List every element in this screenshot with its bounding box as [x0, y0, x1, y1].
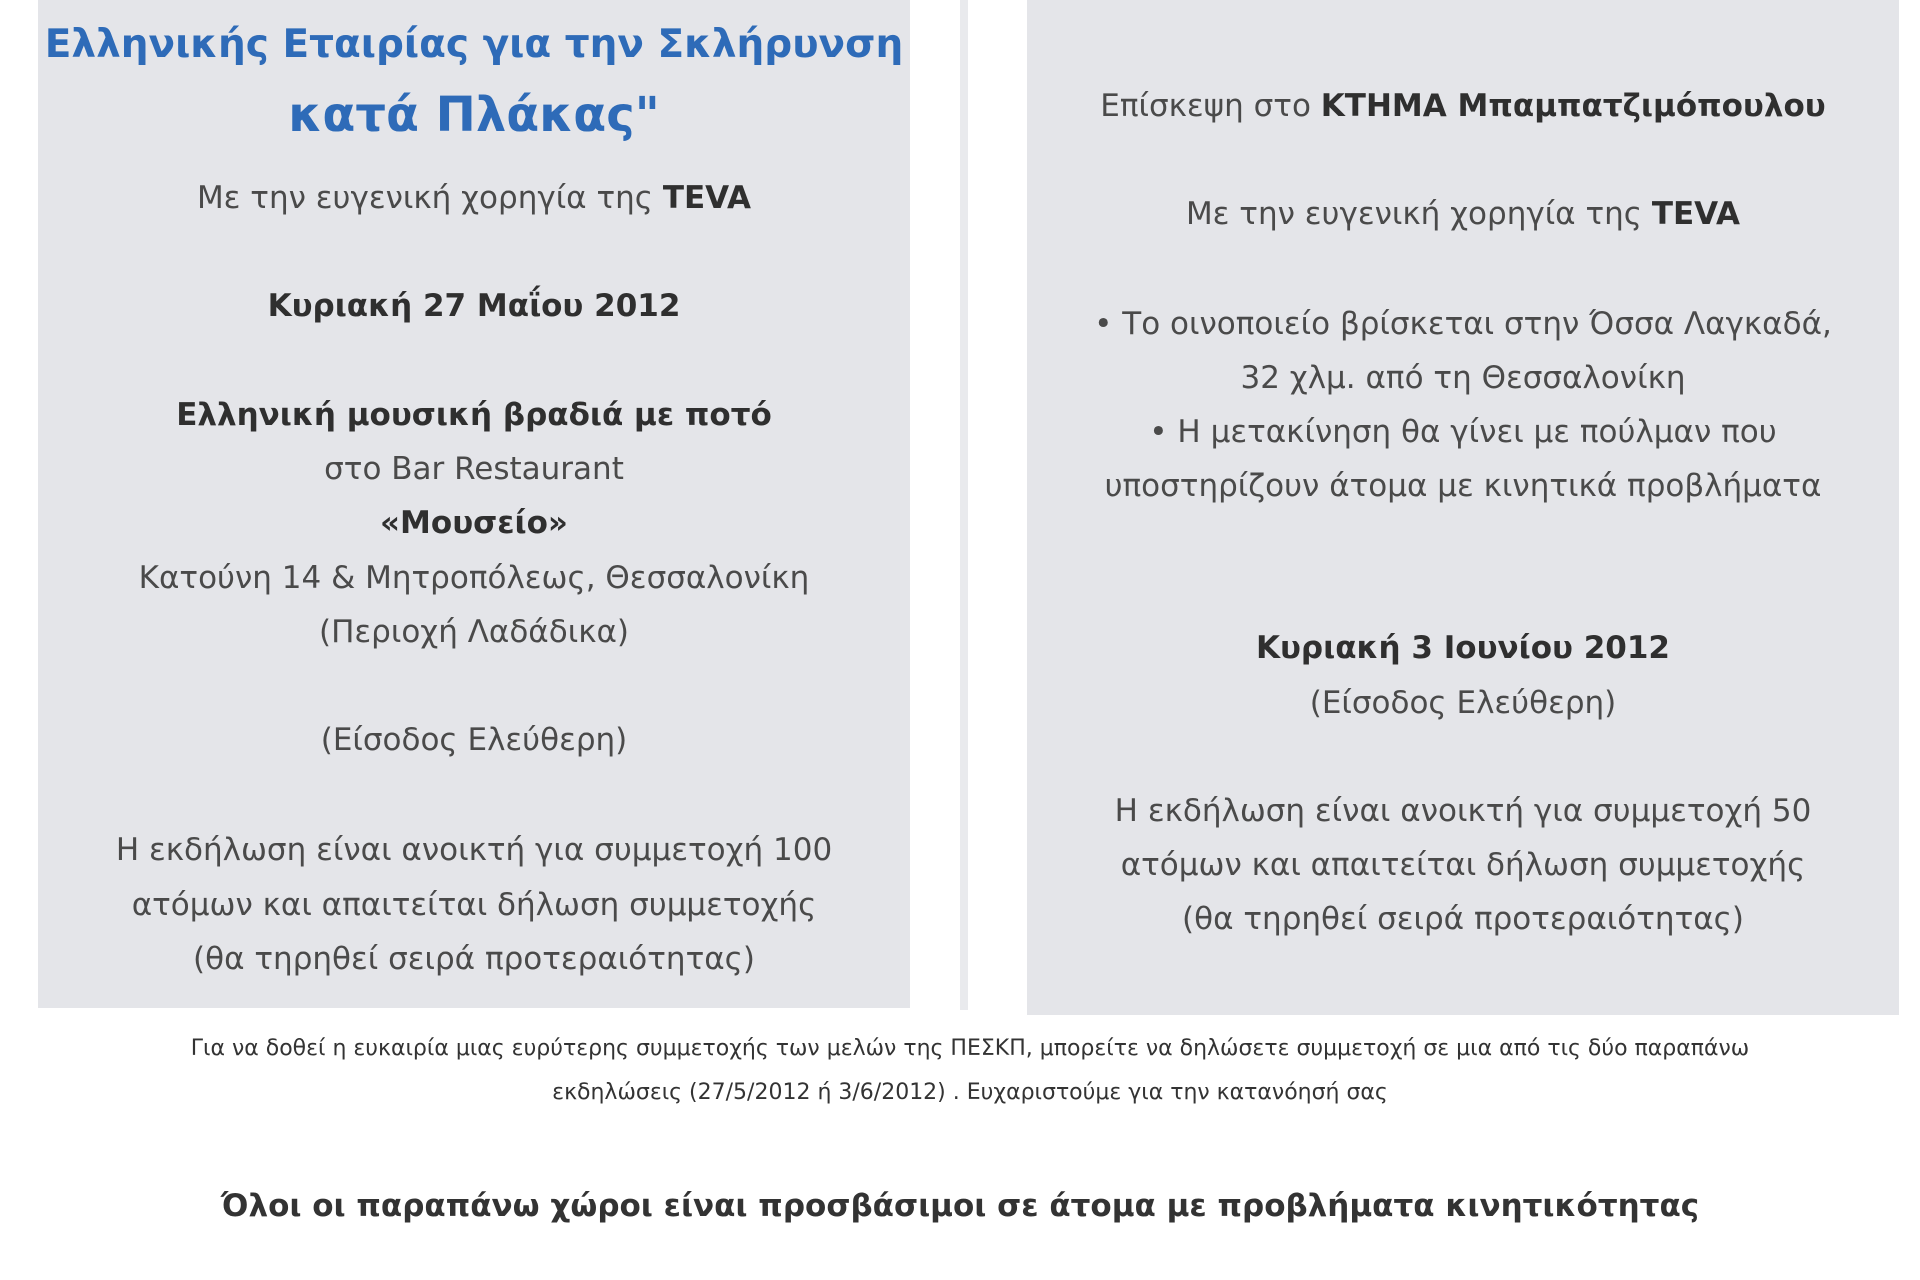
event-date: Κυριακή 3 Ιουνίου 2012 [1255, 630, 1671, 666]
capacity-line-2: ατόμων και απαιτείται δήλωση συμμετοχής [1120, 847, 1806, 883]
venue-prefix: στο Bar Restaurant [324, 451, 624, 487]
event-description: Ελληνική μουσική βραδιά με ποτό [176, 397, 772, 433]
sponsor-prefix: Με την ευγενική χορηγία της [196, 180, 653, 216]
entrance-note: (Είσοδος Ελεύθερη) [1309, 685, 1617, 721]
capacity-line-2: ατόμων και απαιτείται δήλωση συμμετοχής [131, 887, 817, 923]
sponsor-line [38, 178, 910, 218]
entrance-note: (Είσοδος Ελεύθερη) [320, 722, 628, 758]
visit-line [1027, 86, 1899, 126]
info-line-1: • Το οινοποιείο βρίσκεται στην Όσσα Λαγκαδά, [1094, 306, 1832, 342]
participation-note-line-2: εκδηλώσεις (27/5/2012 ή 3/6/2012) . Ευχαριστούμε για την κατανόησή σας [552, 1080, 1388, 1105]
participation-note-line-1: Για να δοθεί η ευκαιρία μιας ευρύτερης συμμετοχής των μελών της ΠΕΣΚΠ, μπορείτε να δηλώσετε συμμετοχή σε μια από τις δύο παραπάνω [190, 1036, 1750, 1061]
sponsor-name: TEVA [1651, 196, 1741, 232]
event-date: Κυριακή 27 Μαΐου 2012 [267, 288, 681, 324]
event-title-line-2: κατά Πλάκας" [288, 87, 660, 143]
event-panel-right [1027, 0, 1899, 1015]
visit-prefix: Επίσκεψη στο [1100, 88, 1311, 124]
info-line-4: υποστηρίζουν άτομα με κινητικά προβλήματα [1104, 468, 1822, 504]
venue-area: (Περιοχή Λαδάδικα) [319, 614, 629, 650]
venue-name: «Μουσείο» [380, 505, 568, 541]
capacity-line-1: Η εκδήλωση είναι ανοικτή για συμμετοχή 50 [1114, 793, 1812, 829]
info-line-3: • Η μετακίνηση θα γίνει με πούλμαν που [1149, 414, 1777, 450]
event-title-line-1: Ελληνικής Εταιρίας για την Σκλήρυνση [44, 22, 904, 67]
column-divider [960, 0, 968, 1010]
visit-name: ΚΤΗΜΑ Μπαμπατζιμόπουλου [1320, 88, 1826, 124]
event-panel-left [38, 0, 910, 1008]
sponsor-line [1027, 194, 1899, 234]
accessibility-note: Όλοι οι παραπάνω χώροι είναι προσβάσιμοι σε άτομα με προβλήματα κινητικότητας [220, 1188, 1700, 1224]
sponsor-prefix: Με την ευγενική χορηγία της [1185, 196, 1642, 232]
capacity-line-1: Η εκδήλωση είναι ανοικτή για συμμετοχή 100 [115, 832, 833, 868]
info-line-2: 32 χλμ. από τη Θεσσαλονίκη [1240, 360, 1686, 396]
sponsor-name: TEVA [662, 180, 752, 216]
priority-note: (θα τηρηθεί σειρά προτεραιότητας) [1182, 901, 1744, 937]
venue-address: Κατούνη 14 & Μητροπόλεως, Θεσσαλονίκη [138, 560, 810, 596]
priority-note: (θα τηρηθεί σειρά προτεραιότητας) [193, 941, 755, 977]
